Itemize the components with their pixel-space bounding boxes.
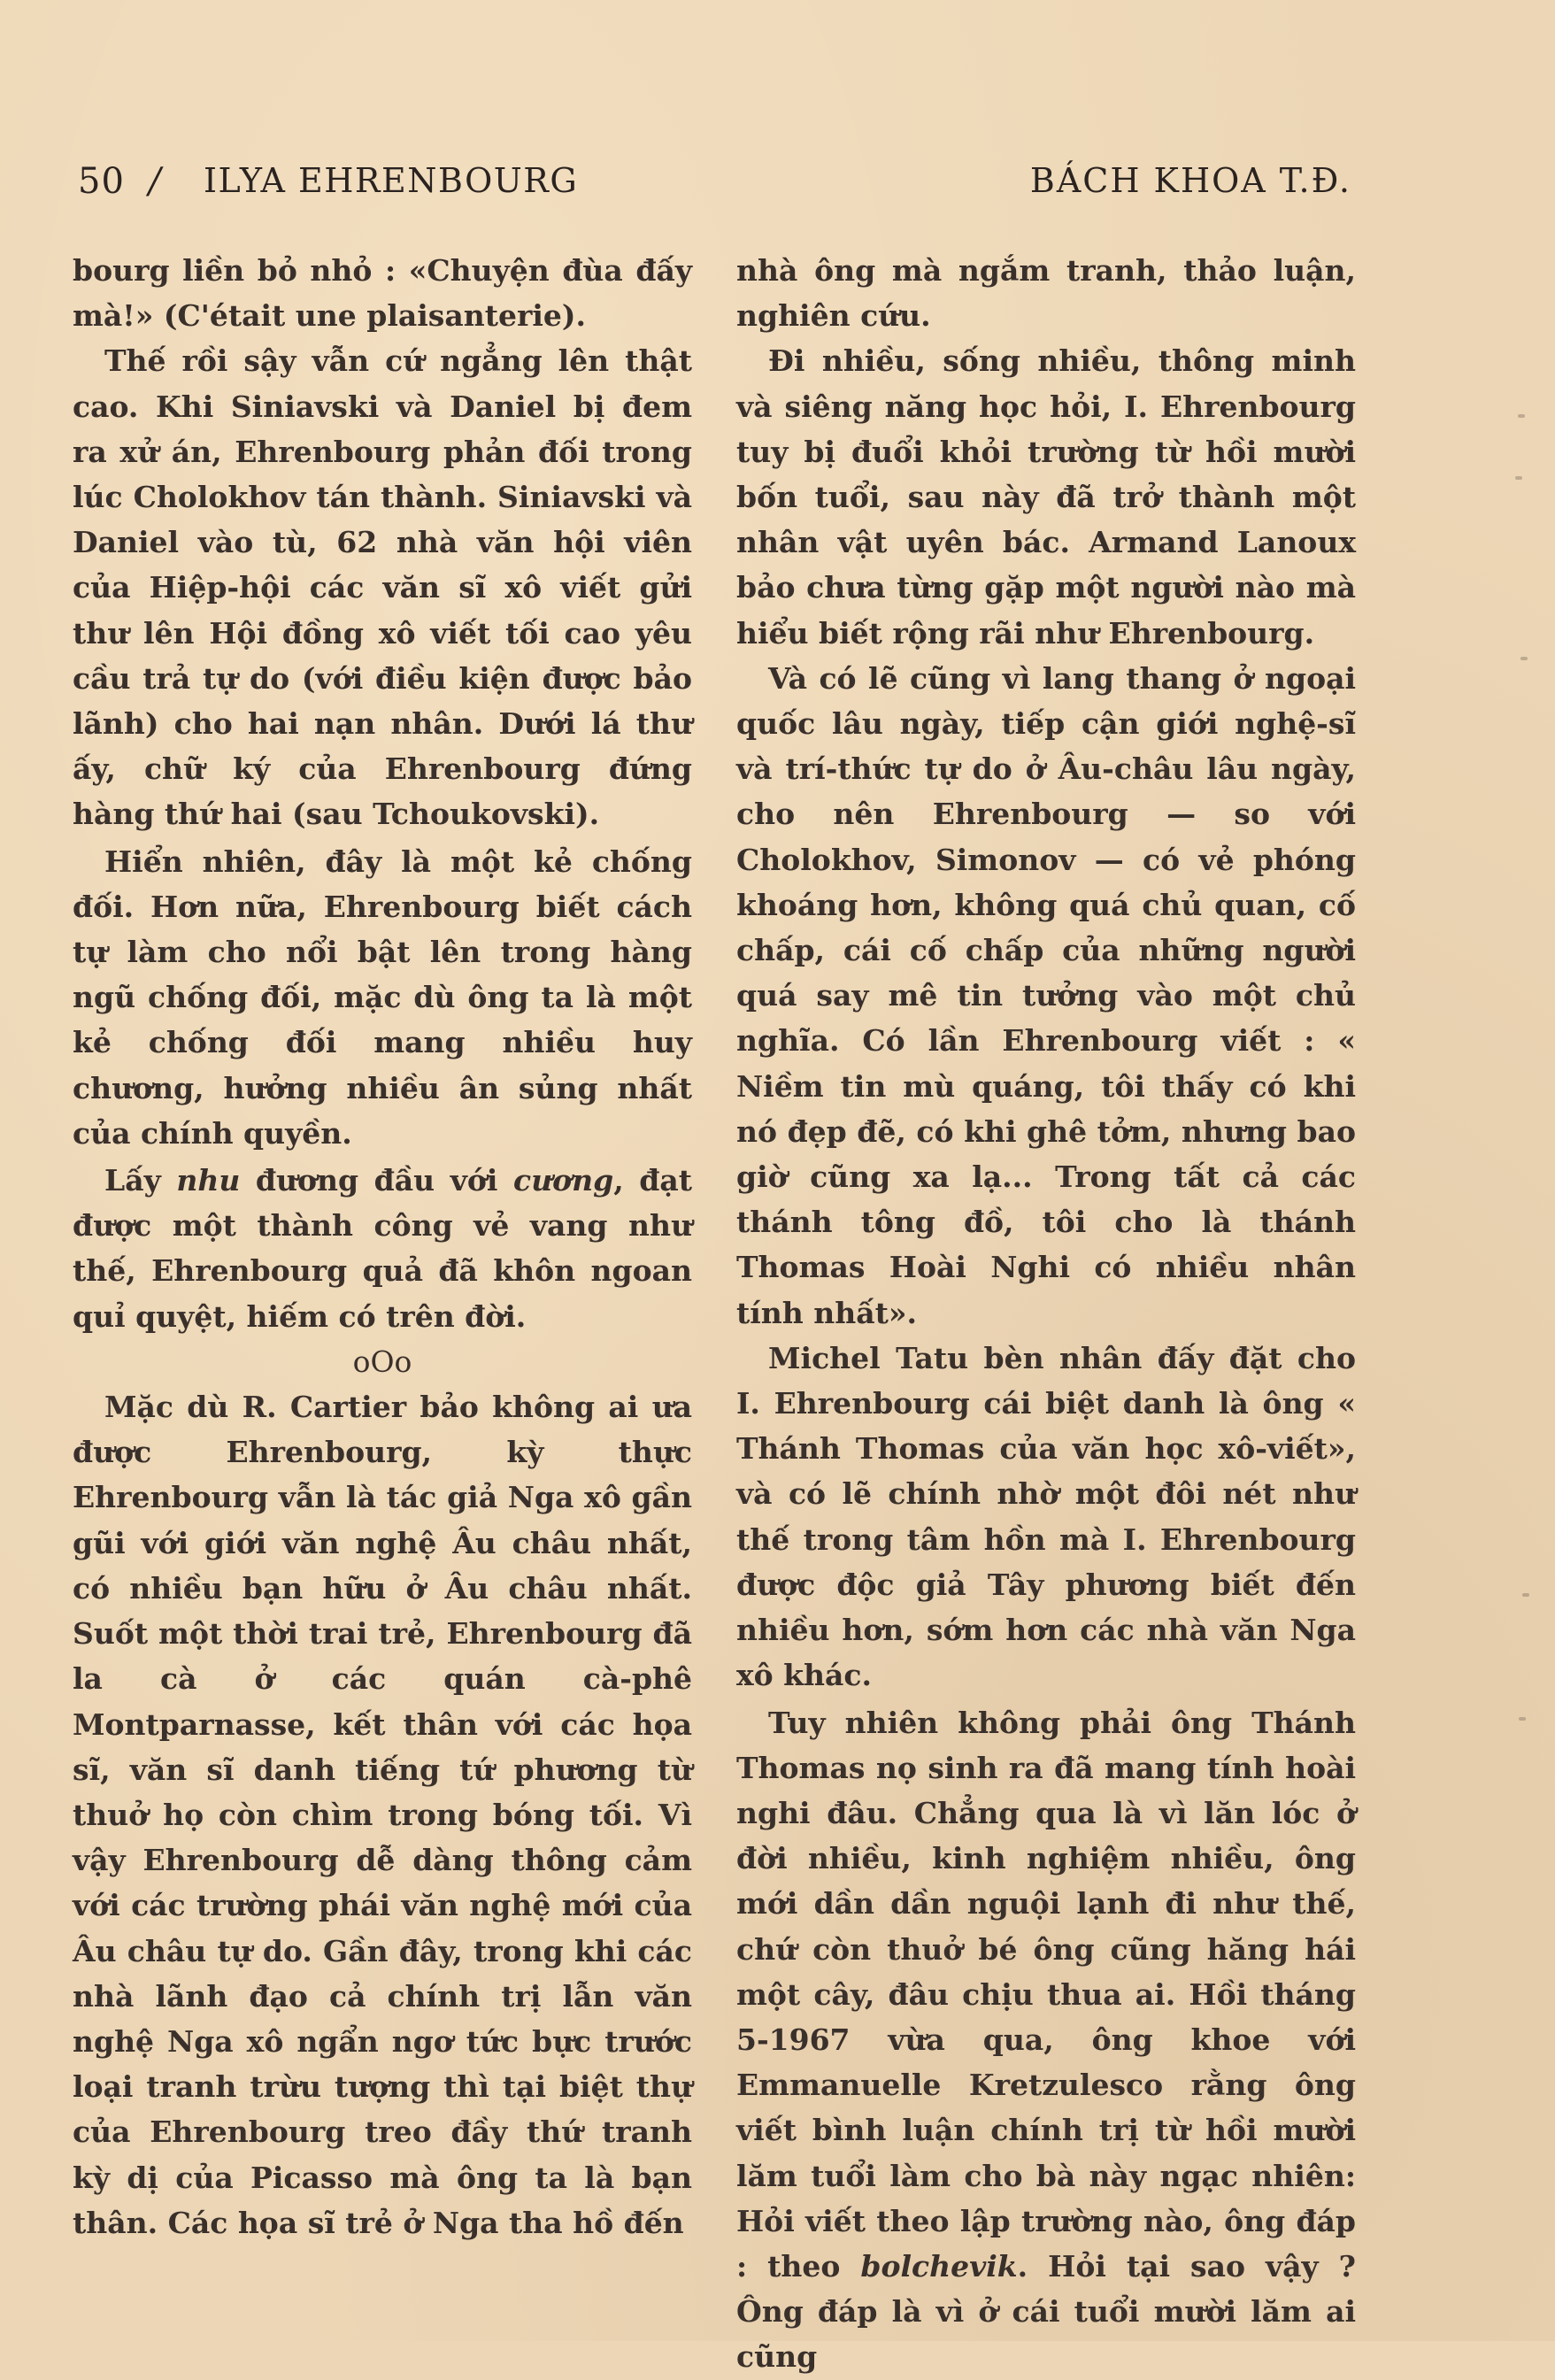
header-separator: / bbox=[149, 161, 161, 202]
text-run: Tuy nhiên không phải ông Thánh Thomas nọ sinh ra đã mang tính hoài nghi đâu. Chẳng qua là vì lăn lóc ở đời nhiều, kinh nghiệm nhiều, ông mới dần dần nguội lạnh đi như thế, chứ còn thuở bé ông cũng hăng hái một cây, đâu chịu thua ai. Hồi tháng 5-1967 vừa qua, ông khoe với Emmanuelle Kretzulesco rằng ông viết bình luận chính trị từ hồi mười lăm tuổi làm cho bà này ngạc nhiên: Hỏi viết theo lập trường nào, ông đáp : theo bbox=[736, 1705, 1356, 2284]
running-header bbox=[0, 158, 1555, 207]
header-journal: BÁCH KHOA T.Đ. bbox=[1029, 161, 1351, 200]
paragraph: Và có lẽ cũng vì lang thang ở ngoại quốc lâu ngày, tiếp cận giới nghệ-sĩ và trí-thức tự do ở Âu-châu lâu ngày, cho nên Ehrenbourg — so với Cholokhov, Simonov — có vẻ phóng khoáng hơn, không quá chủ quan, cố chấp, cái cố chấp của những người quá say mê tin tưởng vào một chủ nghĩa. Có lần Ehrenbourg viết : « Niềm tin mù quáng, tôi thấy có khi nó đẹp đẽ, có khi ghê tởm, nhưng bao giờ cũng xa lạ... Trong tất cả các thánh tông đồ, tôi cho là thánh Thomas Hoài Nghi có nhiều nhân tính nhất». bbox=[736, 660, 1356, 1330]
text-run: , đạt được một thành công vẻ vang như thế, Ehrenbourg quả đã khôn ngoan quỉ quyệt, hiếm có trên đời. bbox=[73, 1163, 692, 1334]
print-speck bbox=[1519, 1717, 1526, 1721]
print-speck bbox=[1515, 476, 1522, 480]
paragraph bbox=[73, 1158, 692, 1339]
text-run: Lấy bbox=[104, 1163, 177, 1198]
paragraph: Đi nhiều, sống nhiều, thông minh và siêng năng học hỏi, I. Ehrenbourg tuy bị đuổi khỏi trường từ hồi mười bốn tuổi, sau này đã trở thành một nhân vật uyên bác. Armand Lanoux bảo chưa từng gặp một người nào mà hiểu biết rộng rãi như Ehrenbourg. bbox=[736, 343, 1356, 651]
text-run: đương đầu với bbox=[240, 1163, 514, 1198]
left-column bbox=[73, 248, 692, 2245]
emphasis-text: nhu bbox=[176, 1163, 241, 1198]
paragraph: Mặc dù R. Cartier bảo không ai ưa được Ehrenbourg, kỳ thực Ehrenbourg vẫn là tác giả Nga xô gần gũi với giới văn nghệ Âu châu nhất, có nhiều bạn hữu ở Âu châu nhất. Suốt một thời trai trẻ, Ehrenbourg đã la cà ở các quán cà-phê Montparnasse, kết thân với các họa sĩ, văn sĩ danh tiếng tứ phương từ thuở họ còn chìm trong bóng tối. Vì vậy Ehrenbourg dễ dàng thông cảm với các trường phái văn nghệ mới của Âu châu tự do. Gần đây, trong khi các nhà lãnh đạo cả chính trị lẫn văn nghệ Nga xô ngẩn ngơ tức bực trước loại tranh trừu tượng thì tại biệt thự của Ehrenbourg treo đầy thứ tranh kỳ dị của Picasso mà ông ta là bạn thân. Các họa sĩ trẻ ở Nga tha hồ đến bbox=[73, 1390, 692, 2240]
paragraph: Hiển nhiên, đây là một kẻ chống đối. Hơn nữa, Ehrenbourg biết cách tự làm cho nổi bật lên trong hàng ngũ chống đối, mặc dù ông ta là một kẻ chống đối mang nhiều huy chương, hưởng nhiều ân sủng nhất của chính quyền. bbox=[73, 843, 692, 1151]
header-author: ILYA EHRENBOURG bbox=[204, 161, 579, 200]
paragraph: Michel Tatu bèn nhân đấy đặt cho I. Ehrenbourg cái biệt danh là ông « Thánh Thomas của văn học xô-viết», và có lẽ chính nhờ một đôi nét như thế trong tâm hồn mà I. Ehrenbourg được độc giả Tây phương biết đến nhiều hơn, sớm hơn các nhà văn Nga xô khác. bbox=[736, 1340, 1356, 1693]
print-speck bbox=[1518, 414, 1525, 418]
page-number: 50 bbox=[78, 161, 125, 202]
print-speck bbox=[1520, 657, 1528, 660]
section-separator: oOo bbox=[352, 1344, 412, 1379]
right-column bbox=[736, 248, 1356, 2380]
paragraph: bourg liền bỏ nhỏ : «Chuyện đùa đấy mà!» (C'était une plaisanterie). bbox=[73, 253, 692, 334]
print-speck bbox=[1522, 1593, 1529, 1597]
emphasis-text: cương bbox=[513, 1163, 614, 1198]
paragraph bbox=[736, 1700, 1356, 2380]
paragraph: nhà ông mà ngắm tranh, thảo luận, nghiên cứu. bbox=[736, 253, 1356, 334]
emphasis-text: bolchevik bbox=[860, 2248, 1018, 2284]
text-run: . Hỏi tại sao vậy ? Ông đáp là vì ở cái tuổi mười lăm ai cũng bbox=[736, 2248, 1356, 2375]
paragraph: Thế rồi sậy vẫn cứ ngẳng lên thật cao. Khi Siniavski và Daniel bị đem ra xử án, Ehrenbourg phản đối trong lúc Cholokhov tán thành. Siniavski và Daniel vào tù, 62 nhà văn hội viên của Hiệp-hội các văn sĩ xô viết gửi thư lên Hội đồng xô viết tối cao yêu cầu trả tự do (với điều kiện được bảo lãnh) cho hai nạn nhân. Dưới lá thư ấy, chữ ký của Ehrenbourg đứng hàng thứ hai (sau Tchoukovski). bbox=[73, 343, 692, 832]
